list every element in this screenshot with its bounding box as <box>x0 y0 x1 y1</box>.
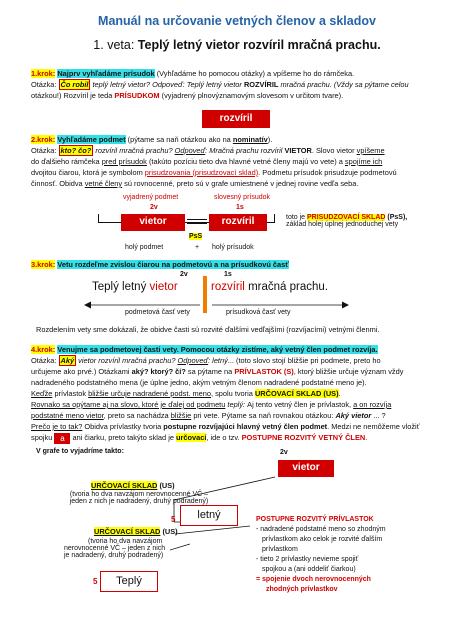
step4-l5f: . <box>338 389 341 398</box>
step4-l2c: vietor rozvíril mračná prachu? <box>76 356 178 365</box>
step3-under-left: podmetová časť vety <box>125 309 190 316</box>
graph-us1-desc1: (tvoria ho dva navzájom nerovnocenné VČ – <box>69 491 209 498</box>
step2-under-left: holý podmet <box>125 244 164 251</box>
graph-us2-desc1: (tvoria ho dva navzájom <box>88 538 163 545</box>
step4-l7d: pri vete. Pýtame sa naň rovnakou otázkou: <box>191 411 336 420</box>
step4-l6b: teplý: <box>225 400 248 409</box>
step3-under-right: prísudková časť vety <box>226 309 291 316</box>
step4-l6c: Aj tento vetný člen je prívlastok, <box>247 400 354 409</box>
graph-right-6: = spojenie dvoch nerovnocenných <box>256 576 371 583</box>
step4-l9g: . <box>365 433 368 442</box>
step2-note <box>286 214 446 228</box>
step2-num-right: 1s <box>236 204 244 211</box>
step2-note-term: PRISUDZOVACÍ SKLAD <box>307 214 386 221</box>
step1-paragraph <box>31 68 451 101</box>
step4-l3e: , ktorý bližšie určuje význam vždy <box>293 367 404 376</box>
step1-otazka-label: Otázka: <box>31 80 57 89</box>
step2-heading: Vyhľadáme podmet <box>57 135 126 144</box>
step2-text-c: ). <box>267 135 273 144</box>
step2-l2g: . Slovo vietor <box>311 146 357 155</box>
step1-odpoved: Teplý letný vietor <box>186 80 244 89</box>
sentence-prefix: 1. veta: <box>93 38 138 52</box>
graph-us2-abbr: (US) <box>160 527 178 536</box>
step2-l4b: prisudzovania (prisudzovací sklad) <box>144 168 259 177</box>
graph-right-1: - nadradené podstatné meno so zhodným <box>256 526 386 533</box>
graph-num-mid: 5 <box>171 515 176 524</box>
step1-label: 1.krok: <box>31 69 56 78</box>
step4-l9e: , ide o tzv. <box>206 433 242 442</box>
graph-num-bot: 5 <box>93 577 98 586</box>
step2-double-line-top <box>187 219 207 220</box>
graph-box-vietor: vietor <box>278 460 334 477</box>
graph-us2-desc <box>64 538 184 559</box>
step2-l2d: Odpoveď <box>174 146 206 155</box>
graph-right-title: POSTUPNE ROZVITÝ PRÍVLASTOK <box>256 516 374 523</box>
step2-l3a: do ďalšieho rámčeka <box>31 157 102 166</box>
step3-right-b: mračná prachu. <box>244 281 328 293</box>
step3-right-a: rozvíril <box>211 281 245 293</box>
step4-l7b: , preto sa nachádza <box>103 411 171 420</box>
step2-l3d: spojíme ich <box>344 157 383 166</box>
step2-vietor: VIETOR <box>284 146 312 155</box>
step4-conjunction-box: a <box>54 433 70 444</box>
graph-us1-title-text: URČOVACÍ SKLAD <box>91 481 158 490</box>
step2-l2h: vpíšeme <box>356 146 385 155</box>
graph-us2-title <box>94 527 178 536</box>
step4-privlastok: PRÍVLASTOK (S) <box>234 367 294 376</box>
step2-label-left: vyjadrený podmet <box>123 194 179 201</box>
graph-us2-desc3: je nadradený, druhý podradený) <box>64 552 164 559</box>
step3-right-part <box>211 281 328 293</box>
graph-us1-abbr: (US) <box>157 481 175 490</box>
step2-l5b: vetné členy <box>84 179 123 188</box>
step4-heading: Venujme sa podmetovej časti vety. Pomocou otázky zistíme, aký vetný člen podmet rozvíja. <box>57 345 378 354</box>
step4-l6a: Rovnako sa opýtame aj na slovo, ktoré je ďalej od podmetu <box>31 400 226 409</box>
step1-prisudok-term: PRÍSUDKOM <box>114 91 160 100</box>
graph-us1-desc2: jeden z nich je nadradený, druhý podradený) <box>69 498 209 505</box>
step1-odpoved-bold: ROZVÍRIL <box>243 80 279 89</box>
step2-under-plus: + <box>195 244 200 251</box>
step4-paragraph <box>31 344 451 444</box>
step2-num-left: 2v <box>150 204 158 211</box>
step3-left-a: Teplý letný <box>92 281 150 293</box>
step3-num-left: 2v <box>180 271 188 278</box>
step2-text-a: (pýtame sa naň otázkou ako na <box>125 135 233 144</box>
step2-l4c: . Podmetu prísudok prisudzuje podmetovú <box>258 168 397 177</box>
step1-line3a: otázkou!) Rozvíril je teda <box>31 91 115 100</box>
step3-paragraph: Rozdelením vety sme dokázali, že obidve časti sú rozvité ďalšími vedľajšími (rozvíjacími) vetnými členmi. <box>36 325 380 334</box>
step4-l2d: Odpoveď <box>177 356 209 365</box>
sentence-text: Teplý letný vietor rozvíril mračná prachu. <box>137 38 381 52</box>
step4-l5b: prívlastok <box>52 389 89 398</box>
step4-label: 4.krok: <box>31 345 56 354</box>
graph-right-5: spojkou a (ani oddeliť čiarkou) <box>262 566 356 573</box>
step4-question: Aký <box>60 356 75 365</box>
step2-double-line-bottom <box>187 223 207 224</box>
step4-l7a: podstatné meno vietor <box>31 411 104 420</box>
step2-l5a: činnosť. Obidva <box>31 179 85 188</box>
graph-right-notes <box>256 515 456 595</box>
step2-l3c: (takúto pozíciu tieto dva hlavné vetné členy majú vo vete) a <box>146 157 345 166</box>
step2-l2e: : Mračná prachu rozvíril <box>205 146 285 155</box>
step4-l4: nadradeného podstatného mena (je úplne jedno, akým vetným členom nadradené podstatné meno je). <box>31 378 367 387</box>
step4-l7c: bližšie <box>170 411 192 420</box>
step4-l2e: : <box>208 356 213 365</box>
step1-otazka-rest: teplý letný vietor? Odpoveď: <box>90 80 187 89</box>
step1-odpoved-rest: mračná prachu. (Vždy sa pýtame celou <box>278 80 409 89</box>
step2-label-right: slovesný prísudok <box>214 194 271 201</box>
graph-right-4: - tieto 2 prívlastky nevieme spojiť <box>256 556 359 563</box>
step1-text: (Vyhľadáme ho pomocou otázky) a vpíšeme ho do rámčeka. <box>154 69 355 78</box>
step2-nominativ: nominatív <box>232 135 268 144</box>
step4-l2g: ... (toto slovo stojí bližšie pri podmete, preto ho <box>227 356 381 365</box>
graph-right-2: prívlastkom ako celok je rozvité ďalším <box>262 536 383 543</box>
graph-us1-title <box>91 481 175 490</box>
graph-us2-desc2: nerovnocenné VČ – jeden z nich <box>64 545 166 552</box>
step2-l2c: rozvíril mračná prachu? <box>93 146 175 155</box>
step4-l8b: Obidva prívlastky tvoria <box>82 422 164 431</box>
step4-l8c: postupne rozvíjajúci hlavný vetný člen podmet <box>163 422 328 431</box>
step2-tick-left <box>98 214 99 223</box>
step4-l9a: spojku <box>31 433 55 442</box>
step4-l7e: Aký vietor <box>335 411 372 420</box>
step4-us: URČOVACÍ SKLAD (US) <box>254 389 339 398</box>
graph-box-teply: Teplý <box>100 571 158 592</box>
graph-box-letny: letný <box>180 505 238 526</box>
step4-l3a: určujeme ako prvé.) Otázkami <box>31 367 132 376</box>
page-title: Manuál na určovanie vetných členov a skladov <box>98 14 376 28</box>
step4-l2f: letný <box>212 356 228 365</box>
step3-left-b: vietor <box>149 281 178 293</box>
step4-l3c: sa pýtame na <box>185 367 235 376</box>
step4-l8d: . Medzi ne nemôžeme vložiť <box>327 422 420 431</box>
step3-heading: Vetu rozdeľme zvislou čiarou na podmetovú a na prísudkovú časť <box>57 260 289 269</box>
step4-l5c: bližšie určuje nadradené podst. meno <box>88 389 211 398</box>
step4-l7f: ... ? <box>371 411 386 420</box>
step4-l5a: Keďže <box>31 389 53 398</box>
step2-predicate-box: rozvíril <box>209 214 267 231</box>
step4-l9f: POSTUPNE ROZVITÝ VETNÝ ČLEN <box>241 433 366 442</box>
step4-l5d: , spolu tvoria <box>210 389 255 398</box>
step3-label: 3.krok: <box>31 260 56 269</box>
step2-l3b: pred prísudok <box>101 157 147 166</box>
step2-l2a: Otázka: <box>31 146 59 155</box>
step2-under-right: holý prísudok <box>212 244 254 251</box>
step4-l8a: Prečo je to tak? <box>31 422 83 431</box>
step4-l6d: a on rozvíja <box>353 400 392 409</box>
step4-l2a: Otázka: <box>31 356 59 365</box>
step2-label: 2.krok: <box>31 135 56 144</box>
step1-line3c: (vyjadrený plnovýznamovým slovesom v určitom tvare). <box>159 91 344 100</box>
step4-graph-label: V grafe to vyjadríme takto: <box>36 448 124 455</box>
graph-right-7: zhodných prívlastkov <box>266 586 338 593</box>
step2-l5c: sú rovnocenné, preto sú v grafe umiestnené v jednej rovine vedľa seba. <box>122 179 359 188</box>
step2-subject-box: vietor <box>121 214 185 231</box>
step4-l9d: určovací <box>176 433 207 442</box>
step2-l4a: dvojitou čiarou, ktorá je symbolom <box>31 168 145 177</box>
graph-us2-title-text: URČOVACÍ SKLAD <box>94 527 161 536</box>
step1-heading: Najprv vyhľadáme prísudok <box>57 69 155 78</box>
graph-us1-desc <box>64 491 214 505</box>
step3-num-right: 1s <box>224 271 232 278</box>
step3-left-part <box>92 281 178 293</box>
step4-l9c: ani čiarku, preto takýto sklad je <box>70 433 176 442</box>
step2-note-c: (PsS), <box>385 214 408 221</box>
step1-predicate-box: rozvíril <box>202 110 270 128</box>
graph-right-3: prívlastkom <box>262 546 298 553</box>
step2-note-a: toto je <box>286 214 308 221</box>
step4-l3b: aký? ktorý? čí? <box>131 367 186 376</box>
graph-num-top: 2v <box>280 449 288 456</box>
step2-paragraph <box>31 134 451 189</box>
step3-heading-line <box>31 259 451 270</box>
sentence-heading <box>0 38 474 52</box>
step2-tick-right <box>274 214 275 223</box>
step2-ps-label: PsS <box>189 233 203 240</box>
step1-otazka: Čo robil <box>60 80 89 89</box>
step2-question: kto? čo? <box>60 146 92 155</box>
step2-note-2: základ holej úplnej jednoduchej vety <box>286 221 399 228</box>
